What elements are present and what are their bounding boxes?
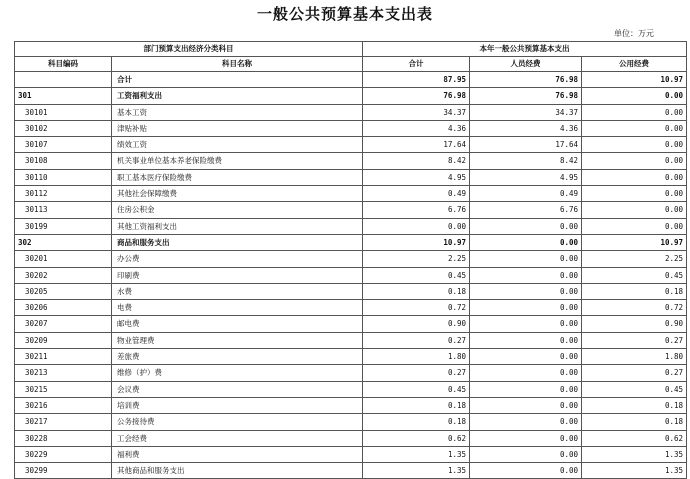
row-total: 76.98 [363, 88, 470, 104]
table-row [15, 251, 687, 267]
table-row [15, 186, 687, 202]
row-code: 30213 [15, 365, 112, 381]
row-public: 1.35 [582, 446, 687, 462]
row-code: 30211 [15, 349, 112, 365]
row-public: 0.18 [582, 397, 687, 413]
row-personnel: 4.36 [470, 120, 582, 136]
header-code: 科目编码 [15, 57, 112, 72]
table-row [15, 365, 687, 381]
row-code: 30209 [15, 332, 112, 348]
row-public: 0.27 [582, 365, 687, 381]
row-code: 30113 [15, 202, 112, 218]
row-name: 商品和服务支出 [112, 234, 363, 250]
row-name: 电费 [112, 300, 363, 316]
row-personnel: 0.00 [470, 332, 582, 348]
row-code: 30217 [15, 414, 112, 430]
total-row [15, 72, 687, 88]
header-total: 合计 [363, 57, 470, 72]
row-code: 30206 [15, 300, 112, 316]
row-code: 30102 [15, 120, 112, 136]
row-public: 0.18 [582, 414, 687, 430]
row-name: 其他社会保障缴费 [112, 186, 363, 202]
total-total: 87.95 [363, 72, 470, 88]
row-total: 0.72 [363, 300, 470, 316]
table-row [15, 218, 687, 234]
row-personnel: 0.00 [470, 283, 582, 299]
row-personnel: 0.00 [470, 446, 582, 462]
row-public: 0.00 [582, 169, 687, 185]
row-name: 其他工资福利支出 [112, 218, 363, 234]
row-code: 30229 [15, 446, 112, 462]
row-code: 30201 [15, 251, 112, 267]
header-public: 公用经费 [582, 57, 687, 72]
row-name: 工会经费 [112, 430, 363, 446]
row-public: 0.00 [582, 88, 687, 104]
row-total: 1.80 [363, 349, 470, 365]
header-name: 科目名称 [112, 57, 363, 72]
row-personnel: 0.00 [470, 365, 582, 381]
row-total: 2.25 [363, 251, 470, 267]
row-public: 0.00 [582, 104, 687, 120]
total-code [15, 72, 112, 88]
row-personnel: 34.37 [470, 104, 582, 120]
row-personnel: 0.00 [470, 397, 582, 413]
row-name: 其他商品和服务支出 [112, 463, 363, 479]
row-total: 0.45 [363, 267, 470, 283]
row-total: 1.35 [363, 446, 470, 462]
row-public: 10.97 [582, 234, 687, 250]
row-total: 8.42 [363, 153, 470, 169]
row-code: 302 [15, 234, 112, 250]
table-row [15, 397, 687, 413]
row-personnel: 0.00 [470, 414, 582, 430]
row-personnel: 76.98 [470, 88, 582, 104]
row-code: 30228 [15, 430, 112, 446]
header-group-row [15, 42, 687, 57]
table-row [15, 463, 687, 479]
table-row [15, 104, 687, 120]
header-group-right: 本年一般公共预算基本支出 [363, 42, 687, 57]
header-column-row [15, 57, 687, 72]
table-row [15, 446, 687, 462]
row-name: 机关事业单位基本养老保险缴费 [112, 153, 363, 169]
row-name: 职工基本医疗保险缴费 [112, 169, 363, 185]
row-code: 30215 [15, 381, 112, 397]
row-code: 30112 [15, 186, 112, 202]
row-name: 培训费 [112, 397, 363, 413]
row-public: 0.27 [582, 332, 687, 348]
table-row [15, 267, 687, 283]
row-public: 0.90 [582, 316, 687, 332]
row-total: 0.90 [363, 316, 470, 332]
row-personnel: 17.64 [470, 137, 582, 153]
table-row [15, 430, 687, 446]
page-title: 一般公共预算基本支出表 [256, 5, 433, 23]
unit-label: 单位：万元 [614, 29, 654, 38]
row-public: 0.62 [582, 430, 687, 446]
row-total: 4.36 [363, 120, 470, 136]
row-total: 0.27 [363, 365, 470, 381]
table-row [15, 202, 687, 218]
row-code: 30202 [15, 267, 112, 283]
row-public: 0.45 [582, 381, 687, 397]
row-personnel: 0.00 [470, 251, 582, 267]
row-code: 30205 [15, 283, 112, 299]
row-personnel: 0.00 [470, 463, 582, 479]
row-total: 1.35 [363, 463, 470, 479]
row-public: 0.72 [582, 300, 687, 316]
row-code: 30110 [15, 169, 112, 185]
table-row [15, 349, 687, 365]
row-code: 30101 [15, 104, 112, 120]
row-name: 水费 [112, 283, 363, 299]
header-group-left: 部门预算支出经济分类科目 [15, 42, 363, 57]
total-name: 合计 [112, 72, 363, 88]
row-public: 0.00 [582, 120, 687, 136]
row-total: 4.95 [363, 169, 470, 185]
row-total: 17.64 [363, 137, 470, 153]
row-public: 2.25 [582, 251, 687, 267]
table-row [15, 332, 687, 348]
row-personnel: 0.49 [470, 186, 582, 202]
row-personnel: 0.00 [470, 234, 582, 250]
row-name: 物业管理费 [112, 332, 363, 348]
row-personnel: 0.00 [470, 349, 582, 365]
row-total: 10.97 [363, 234, 470, 250]
row-code: 30299 [15, 463, 112, 479]
row-personnel: 0.00 [470, 316, 582, 332]
table-row [15, 120, 687, 136]
row-name: 维修（护）费 [112, 365, 363, 381]
row-public: 0.00 [582, 202, 687, 218]
row-total: 0.18 [363, 283, 470, 299]
row-personnel: 0.00 [470, 381, 582, 397]
row-name: 公务接待费 [112, 414, 363, 430]
row-personnel: 8.42 [470, 153, 582, 169]
row-personnel: 0.00 [470, 267, 582, 283]
row-total: 0.62 [363, 430, 470, 446]
table-row [15, 300, 687, 316]
row-total: 0.49 [363, 186, 470, 202]
row-name: 工资福利支出 [112, 88, 363, 104]
row-name: 住房公积金 [112, 202, 363, 218]
table-row [15, 414, 687, 430]
row-personnel: 4.95 [470, 169, 582, 185]
row-total: 0.27 [363, 332, 470, 348]
row-name: 办公费 [112, 251, 363, 267]
table-row [15, 381, 687, 397]
row-code: 30199 [15, 218, 112, 234]
row-name: 差旅费 [112, 349, 363, 365]
row-public: 1.35 [582, 463, 687, 479]
row-total: 0.18 [363, 414, 470, 430]
row-public: 0.00 [582, 218, 687, 234]
row-personnel: 0.00 [470, 218, 582, 234]
row-code: 30207 [15, 316, 112, 332]
row-name: 基本工资 [112, 104, 363, 120]
row-total: 0.45 [363, 381, 470, 397]
row-total: 0.18 [363, 397, 470, 413]
row-code: 30107 [15, 137, 112, 153]
total-public: 10.97 [582, 72, 687, 88]
row-name: 津贴补贴 [112, 120, 363, 136]
total-personnel: 76.98 [470, 72, 582, 88]
row-public: 0.00 [582, 153, 687, 169]
table-row [15, 316, 687, 332]
row-personnel: 0.00 [470, 430, 582, 446]
table-row [15, 169, 687, 185]
table-row [15, 137, 687, 153]
table-row [15, 234, 687, 250]
row-code: 30108 [15, 153, 112, 169]
row-total: 34.37 [363, 104, 470, 120]
expenditure-table [14, 41, 687, 479]
row-personnel: 0.00 [470, 300, 582, 316]
row-name: 邮电费 [112, 316, 363, 332]
table-row [15, 153, 687, 169]
table-row [15, 283, 687, 299]
row-name: 福利费 [112, 446, 363, 462]
row-total: 0.00 [363, 218, 470, 234]
row-public: 1.80 [582, 349, 687, 365]
table-row [15, 88, 687, 104]
row-total: 6.76 [363, 202, 470, 218]
row-name: 印刷费 [112, 267, 363, 283]
row-code: 301 [15, 88, 112, 104]
row-personnel: 6.76 [470, 202, 582, 218]
row-code: 30216 [15, 397, 112, 413]
row-public: 0.00 [582, 186, 687, 202]
header-personnel: 人员经费 [470, 57, 582, 72]
row-public: 0.00 [582, 137, 687, 153]
row-name: 会议费 [112, 381, 363, 397]
row-public: 0.45 [582, 267, 687, 283]
row-public: 0.18 [582, 283, 687, 299]
row-name: 绩效工资 [112, 137, 363, 153]
